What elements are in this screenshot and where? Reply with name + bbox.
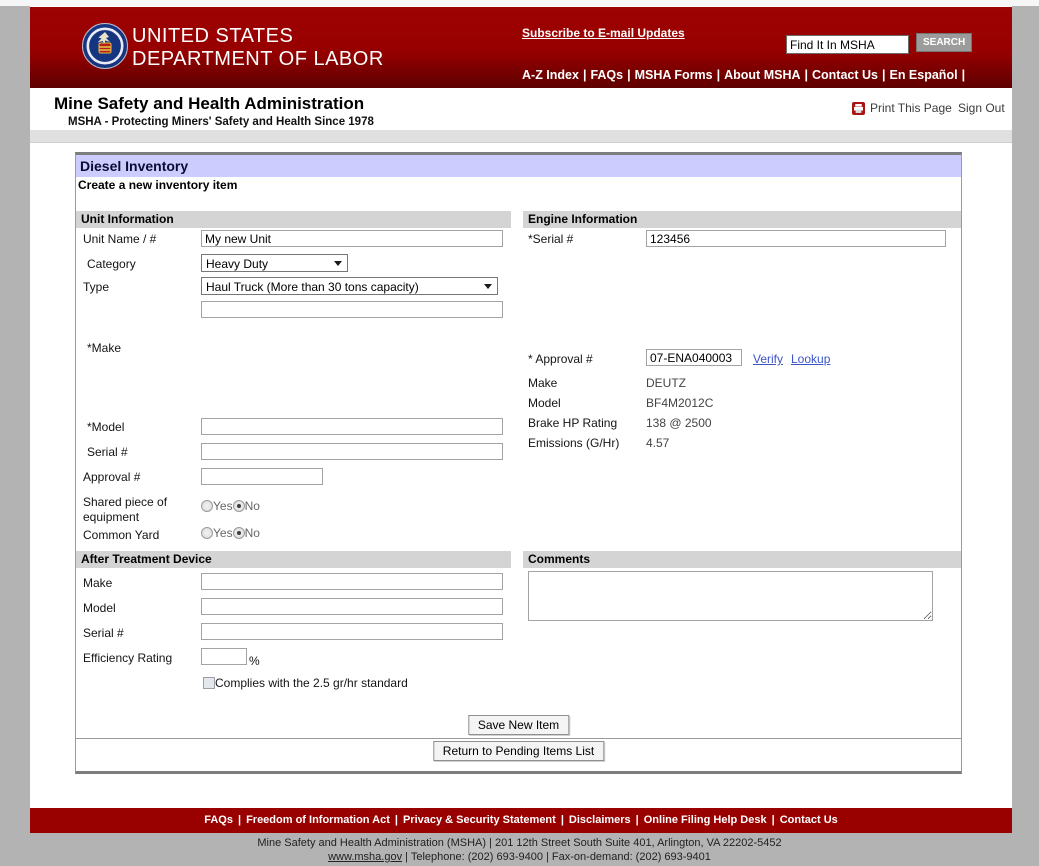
nav-separator: | (804, 68, 808, 82)
site-tagline: MSHA - Protecting Miners' Safety and Health Since 1978 (68, 116, 374, 128)
verify-link[interactable]: Verify (753, 352, 784, 366)
after-treatment-header: After Treatment Device (76, 551, 511, 568)
masthead-divider (30, 130, 1012, 143)
engine-make-label: Make (528, 376, 558, 390)
unit-name-label: Unit Name / # (83, 232, 157, 246)
dol-seal-logo (82, 23, 128, 69)
engine-information-header: Engine Information (523, 211, 961, 228)
subscribe-email-link[interactable]: Subscribe to E-mail Updates (522, 26, 685, 40)
dol-wordmark-line2: DEPARTMENT OF LABOR (132, 48, 384, 70)
footer-foia[interactable]: Freedom of Information Act (246, 814, 390, 826)
footer-separator: | (394, 814, 398, 826)
engine-make-value: DEUTZ (646, 376, 686, 390)
search-button[interactable]: SEARCH (916, 33, 972, 52)
printer-icon (852, 102, 865, 115)
comments-textarea[interactable] (528, 571, 933, 621)
unit-make-label: *Make (87, 341, 122, 355)
footer-privacy[interactable]: Privacy & Security Statement (402, 814, 556, 826)
emissions-label: Emissions (G/Hr) (528, 436, 620, 450)
nav-en-espanol[interactable]: En Español (889, 68, 958, 82)
form-divider-line (76, 738, 961, 739)
footer-faqs[interactable]: FAQs (204, 814, 233, 826)
nav-msha-forms[interactable]: MSHA Forms (634, 68, 713, 82)
lookup-link[interactable]: Lookup (791, 352, 831, 366)
nav-separator: | (961, 68, 966, 82)
unit-serial-input[interactable] (201, 443, 503, 460)
atd-serial-label: Serial # (83, 626, 124, 640)
footer-separator: | (771, 814, 775, 826)
unit-name-input[interactable] (201, 230, 503, 247)
nav-contact-us[interactable]: Contact Us (812, 68, 878, 82)
unit-information-header: Unit Information (76, 211, 511, 228)
return-pending-items-button[interactable]: Return to Pending Items List (433, 741, 604, 761)
common-yard-no-label[interactable]: No (244, 526, 260, 540)
atd-serial-input[interactable] (201, 623, 503, 640)
footer-separator: | (237, 814, 242, 826)
type-selected-value: Haul Truck (More than 30 tons capacity) (206, 280, 419, 294)
common-yard-yes-label[interactable]: Yes (213, 526, 233, 540)
complies-row (203, 676, 408, 691)
engine-serial-label: *Serial # (528, 232, 574, 246)
search-input[interactable] (786, 35, 909, 54)
common-yard-radio-group (201, 526, 260, 540)
type-other-input[interactable] (201, 301, 503, 318)
efficiency-rating-input[interactable] (201, 648, 247, 665)
atd-model-input[interactable] (201, 598, 503, 615)
contact-info-text: | Telephone: (202) 693-9400 | Fax-on-demand: (202) 693-9401 (402, 851, 711, 863)
unit-approval-label: Approval # (83, 470, 141, 484)
common-yard-label: Common Yard (83, 528, 160, 542)
shared-yes-radio[interactable] (201, 500, 213, 512)
atd-make-input[interactable] (201, 573, 503, 590)
shared-equipment-label: Shared piece of equipment (83, 495, 168, 524)
address-line2 (0, 850, 1039, 864)
diesel-inventory-form (75, 152, 962, 774)
page-body (30, 6, 1012, 833)
category-label: Category (87, 257, 136, 271)
unit-approval-input[interactable] (201, 468, 323, 485)
footer-disclaimers[interactable]: Disclaimers (568, 814, 631, 826)
address-line1: Mine Safety and Health Administration (MSHA) | 201 12th Street South Suite 401, Arlington, VA 22202-5452 (257, 837, 782, 849)
nav-faqs[interactable]: FAQs (590, 68, 624, 82)
common-yard-yes-radio[interactable] (201, 527, 213, 539)
footer-help-desk[interactable]: Online Filing Help Desk (643, 814, 767, 826)
shared-equipment-radio-group (201, 499, 260, 513)
sign-out-link[interactable]: Sign Out (958, 101, 1005, 115)
engine-approval-input[interactable] (646, 349, 742, 366)
footer-contact-us[interactable]: Contact Us (779, 814, 838, 826)
footer-address (0, 836, 1039, 864)
percent-sign: % (249, 654, 260, 668)
type-select[interactable] (201, 277, 498, 295)
engine-model-label: Model (528, 396, 561, 410)
nav-separator: | (881, 68, 886, 82)
print-this-page-link[interactable]: Print This Page (870, 101, 952, 115)
unit-model-label: *Model (87, 420, 125, 434)
complies-label[interactable]: Complies with the 2.5 gr/hr standard (215, 676, 408, 690)
brake-hp-label: Brake HP Rating (528, 416, 618, 430)
save-new-item-button[interactable]: Save New Item (468, 715, 569, 735)
site-title: Mine Safety and Health Administration (54, 94, 365, 113)
dol-wordmark-line1: UNITED STATES (132, 25, 294, 47)
category-selected-value: Heavy Duty (206, 257, 269, 271)
type-label: Type (83, 280, 110, 294)
complies-checkbox[interactable] (203, 677, 215, 689)
msha-gov-link[interactable]: www.msha.gov (328, 851, 403, 863)
form-subtitle: Create a new inventory item (78, 178, 238, 192)
emissions-value: 4.57 (646, 436, 670, 450)
shared-no-radio[interactable] (233, 500, 245, 512)
brake-hp-value: 138 @ 2500 (646, 416, 712, 430)
atd-model-label: Model (83, 601, 116, 615)
nav-about-msha[interactable]: About MSHA (724, 68, 801, 82)
atd-make-label: Make (83, 576, 113, 590)
engine-model-value: BF4M2012C (646, 396, 714, 410)
unit-model-input[interactable] (201, 418, 503, 435)
engine-approval-label: * Approval # (528, 352, 593, 366)
unit-serial-label: Serial # (87, 445, 128, 459)
engine-serial-input[interactable] (646, 230, 946, 247)
shared-yes-label[interactable]: Yes (213, 499, 233, 513)
nav-separator: | (582, 68, 587, 82)
common-yard-no-radio[interactable] (233, 527, 245, 539)
nav-az-index[interactable]: A-Z Index (522, 68, 579, 82)
chevron-down-icon (484, 284, 492, 289)
nav-separator: | (627, 68, 631, 82)
footer-separator: | (560, 814, 564, 826)
category-select[interactable] (201, 254, 348, 272)
footer-link-bar (30, 808, 1012, 833)
nav-separator: | (716, 68, 721, 82)
efficiency-rating-label: Efficiency Rating (83, 651, 173, 665)
chevron-down-icon (334, 261, 342, 266)
dol-banner (30, 7, 1012, 88)
shared-no-label[interactable]: No (244, 499, 260, 513)
form-title: Diesel Inventory (76, 155, 961, 177)
banner-nav (522, 68, 969, 82)
comments-header: Comments (523, 551, 961, 568)
dol-wordmark (132, 25, 384, 71)
footer-separator: | (635, 814, 639, 826)
